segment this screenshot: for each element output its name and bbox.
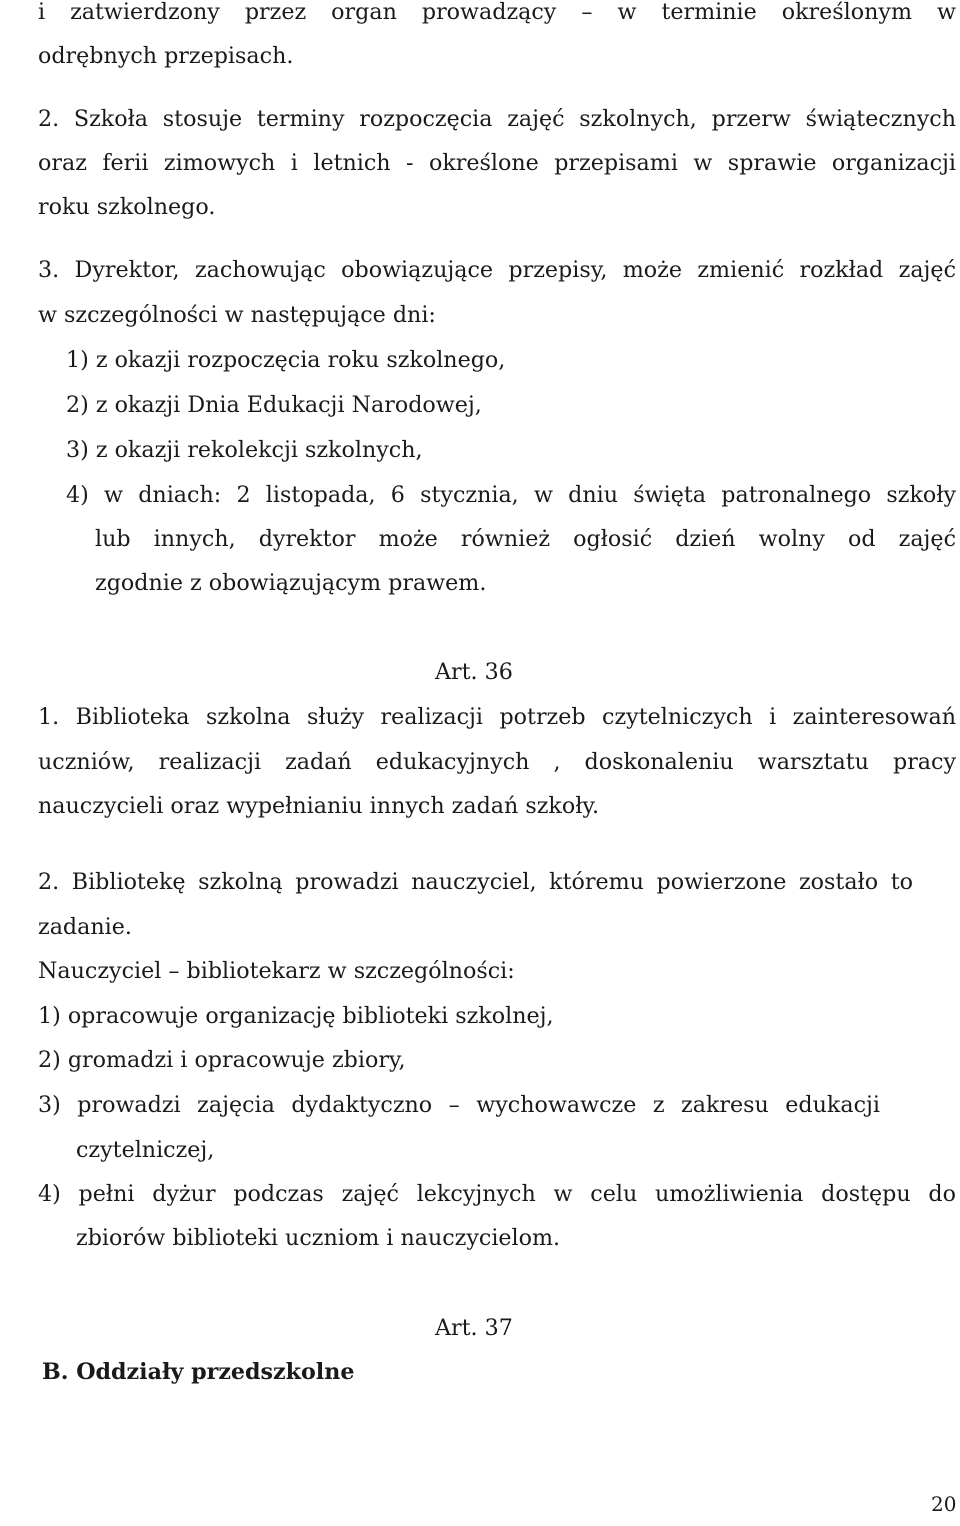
- text-line: odrębnych przepisach.: [38, 43, 294, 69]
- paragraph-2-line: oraz ferii zimowych i letnich - określone przepisami w sprawie organizacji: [38, 150, 956, 176]
- article-heading: Art. 37: [435, 1315, 513, 1341]
- list-item-continuation: zbiorów biblioteki uczniom i nauczycielom.: [76, 1225, 561, 1251]
- text-line: i zatwierdzony przez organ prowadzący – w terminie określonym w: [38, 0, 956, 25]
- paragraph-2-line: roku szkolnego.: [38, 194, 216, 220]
- list-item: 4) w dniach: 2 listopada, 6 stycznia, w dniu święta patronalnego szkoły: [66, 482, 956, 508]
- paragraph-2-line: 2. Szkoła stosuje terminy rozpoczęcia zajęć szkolnych, przerw świątecznych: [38, 106, 956, 132]
- art36-paragraph-2-line: zadanie.: [38, 914, 132, 940]
- list-item: 1) z okazji rozpoczęcia roku szkolnego,: [66, 347, 506, 373]
- list-item: 1) opracowuje organizację biblioteki szkolnej,: [38, 1003, 554, 1029]
- art36-paragraph-2-line: Nauczyciel – bibliotekarz w szczególności:: [38, 958, 515, 984]
- page-number: 20: [931, 1492, 957, 1516]
- list-item: 3) prowadzi zajęcia dydaktyczno – wychowawcze z zakresu edukacji: [38, 1092, 880, 1118]
- list-item-continuation: lub innych, dyrektor może również ogłosić dzień wolny od zajęć: [95, 526, 956, 552]
- list-item: 3) z okazji rekolekcji szkolnych,: [66, 437, 423, 463]
- list-item: 2) z okazji Dnia Edukacji Narodowej,: [66, 392, 482, 418]
- list-item: 2) gromadzi i opracowuje zbiory,: [38, 1047, 406, 1073]
- list-item-continuation: zgodnie z obowiązującym prawem.: [95, 570, 487, 596]
- paragraph-3-line: w szczególności w następujące dni:: [38, 302, 436, 328]
- list-item: 4) pełni dyżur podczas zajęć lekcyjnych w celu umożliwienia dostępu do: [38, 1181, 956, 1207]
- list-item-continuation: czytelniczej,: [76, 1137, 215, 1163]
- art36-paragraph-1-line: 1. Biblioteka szkolna służy realizacji potrzeb czytelniczych i zainteresowań: [38, 704, 956, 730]
- art36-paragraph-1-line: nauczycieli oraz wypełnianiu innych zadań szkoły.: [38, 793, 600, 819]
- article-heading: Art. 36: [435, 659, 513, 685]
- art36-paragraph-2-line: 2. Bibliotekę szkolną prowadzi nauczyciel, któremu powierzone zostało to: [38, 869, 913, 895]
- art36-paragraph-1-line: uczniów, realizacji zadań edukacyjnych , doskonaleniu warsztatu pracy: [38, 749, 956, 775]
- paragraph-3-line: 3. Dyrektor, zachowując obowiązujące przepisy, może zmienić rozkład zajęć: [38, 257, 956, 283]
- section-heading: B. Oddziały przedszkolne: [42, 1359, 355, 1385]
